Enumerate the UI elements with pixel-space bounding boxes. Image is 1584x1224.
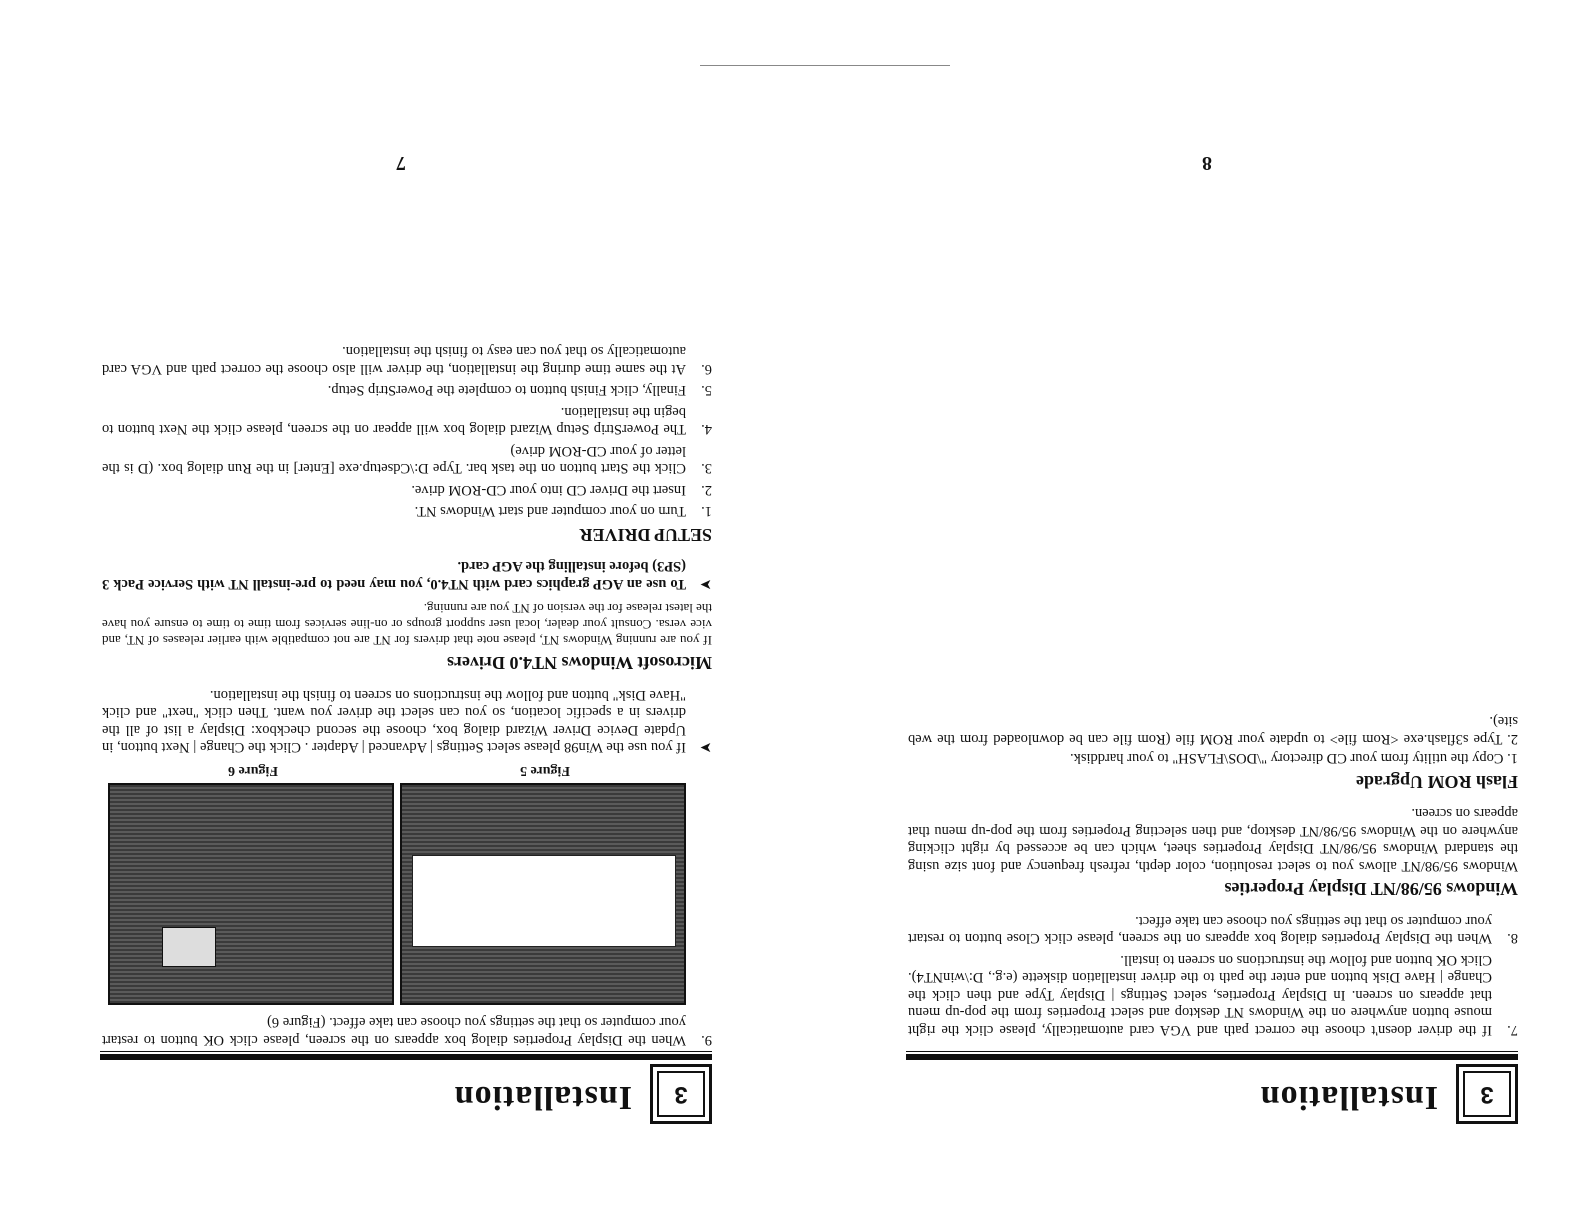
item-number: 9. (701, 1032, 712, 1048)
dialog-list-area (412, 855, 676, 947)
chapter-rule-thin (906, 1051, 1518, 1052)
chapter-rule (100, 1054, 712, 1060)
list-item (102, 342, 712, 377)
figure-5 (404, 762, 686, 1006)
win98-note (102, 686, 712, 756)
chapter-number-box: 3 (1456, 1064, 1518, 1124)
page-number: 8 (1202, 152, 1212, 174)
item-text: Turn on your computer and start Windows NT. (414, 503, 686, 520)
item-number: 8. (1507, 930, 1518, 947)
figure-caption: Figure 6 (228, 763, 278, 778)
item-text: The PowerStrip Setup Wizard dialog box will appear on the screen, please click the Next button to begin the installation. (102, 404, 686, 438)
item-text: When the Display Properties dialog box appears on the screen, please click Close button to restart your computer so that the settings you choose can take effect. (908, 913, 1492, 947)
right-content (102, 338, 712, 1048)
display-properties-text: Windows 95/98/NT allows you to select resolution, color depth, refresh frequency and font size using the standard Windows 95/98/NT Display Properties sheet, which can be accessed by right clicking anywhere on the Windows 95/98/NT desktop, and then selecting Properties from the pop-up menu that appears on screen. (908, 805, 1518, 874)
bullet-icon: ➤ (699, 739, 712, 756)
list-item (908, 912, 1518, 947)
item-number: 3. (701, 460, 712, 477)
list-item (102, 1013, 712, 1048)
figure-5-screenshot (400, 783, 686, 1005)
chapter-rule-thin (100, 1051, 712, 1052)
right-page (88, 0, 712, 1224)
figure-6 (112, 762, 394, 1006)
list-item (102, 502, 712, 520)
item-number: 6. (701, 361, 712, 377)
item-number: 1. (701, 503, 712, 520)
chapter-rule (906, 1054, 1518, 1060)
list-item (102, 403, 712, 438)
item-number: 7. (1507, 1022, 1518, 1038)
figure-row (102, 762, 686, 1006)
figure-caption: Figure 5 (520, 763, 570, 778)
chapter-header (906, 1064, 1518, 1124)
chapter-title: Installation (453, 1079, 632, 1116)
list-item (908, 951, 1518, 1039)
section-heading-display-properties: Windows 95/98/NT Display Properties (1224, 879, 1518, 900)
chapter-title: Installation (1259, 1079, 1438, 1116)
list-item (102, 381, 712, 399)
page-number: 7 (396, 152, 406, 174)
section-heading-nt4-drivers: Microsoft Windows NT4.0 Drivers (447, 653, 712, 674)
item-number: 2. (701, 482, 712, 498)
item-text: Click the Start button on the task bar. Type D:\Cdsetup.exe [Enter] in the Run dialog box. (D is the letter of your CD-ROM drive) (102, 443, 686, 477)
list-item (102, 481, 712, 499)
item-text: When the Display Properties dialog box appears on the screen, please click OK button to restart your computer so that the settings you choose can take effect. (Figure 6) (102, 1014, 686, 1048)
list-item (102, 442, 712, 477)
figure-6-screenshot (108, 783, 394, 1005)
nt4-drivers-text: If you are running Windows NT, please note that drivers for NT are not compatible with earlier releases of NT, and vice versa. Consult your dealer, local user support groups or on-line services from time to time to ensure you have the latest release for the version of NT you are running. (102, 601, 712, 648)
flash-step-2: 2. Type s3flash.exe <Rom file> to update your ROM file (Rom file can be downloaded from the web site). (908, 713, 1518, 747)
left-page (894, 0, 1518, 1224)
bullet-icon: ➤ (699, 576, 712, 592)
note-text: If you use the Win98 please select Settings | Advanced | Adapter . Click the Change | Next button, in Update Device Driver Wizard dialog box, choose the second checkbox: Display a list of all the drivers in a specific location, so you can select the driver you want. Then click "next" and click "Have Disk" button and follow the instructions on screen to finish the installation. (102, 687, 686, 756)
agp-note (102, 557, 712, 592)
monitor-preview (162, 927, 216, 967)
item-text: At the same time during the installation, the driver will also choose the correct path and VGA card automatically so that you can easy to finish the installation. (102, 343, 686, 377)
section-heading-setup-driver: SETUP DRIVER (579, 525, 712, 545)
item-text: If the driver doesn't choose the correct path and VGA card automatically, please click the right mouse button anywhere on the Windows NT desktop and select Properties from the pop-up menu that appears on screen. In Display Properties, select Settings | Display Type and then click the Change | Have Disk button and enter the path to the driver installation diskette (e.g., D:\winNT4). Click OK button and follow the instructions on screen to install. (908, 952, 1492, 1038)
item-text: Finally, click Finish button to complete the PowerStrip Setup. (327, 382, 686, 399)
note-text: To use an AGP graphics card with NT4.0, you may need to pre-install NT with Service Pack 3 (SP3) before installing the AGP card. (102, 558, 686, 592)
item-number: 4. (701, 421, 712, 438)
item-text: Insert the Driver CD into your CD-ROM drive. (411, 482, 686, 498)
left-content (908, 704, 1518, 1038)
section-heading-flash-rom: Flash ROM Upgrade (1356, 772, 1518, 792)
chapter-header (100, 1064, 712, 1124)
item-number: 5. (701, 382, 712, 399)
chapter-number-box: 3 (650, 1064, 712, 1124)
flash-step-1: 1. Copy the utility from your CD directory "\DOS\FLASH" to your harddisk. (1069, 750, 1518, 767)
